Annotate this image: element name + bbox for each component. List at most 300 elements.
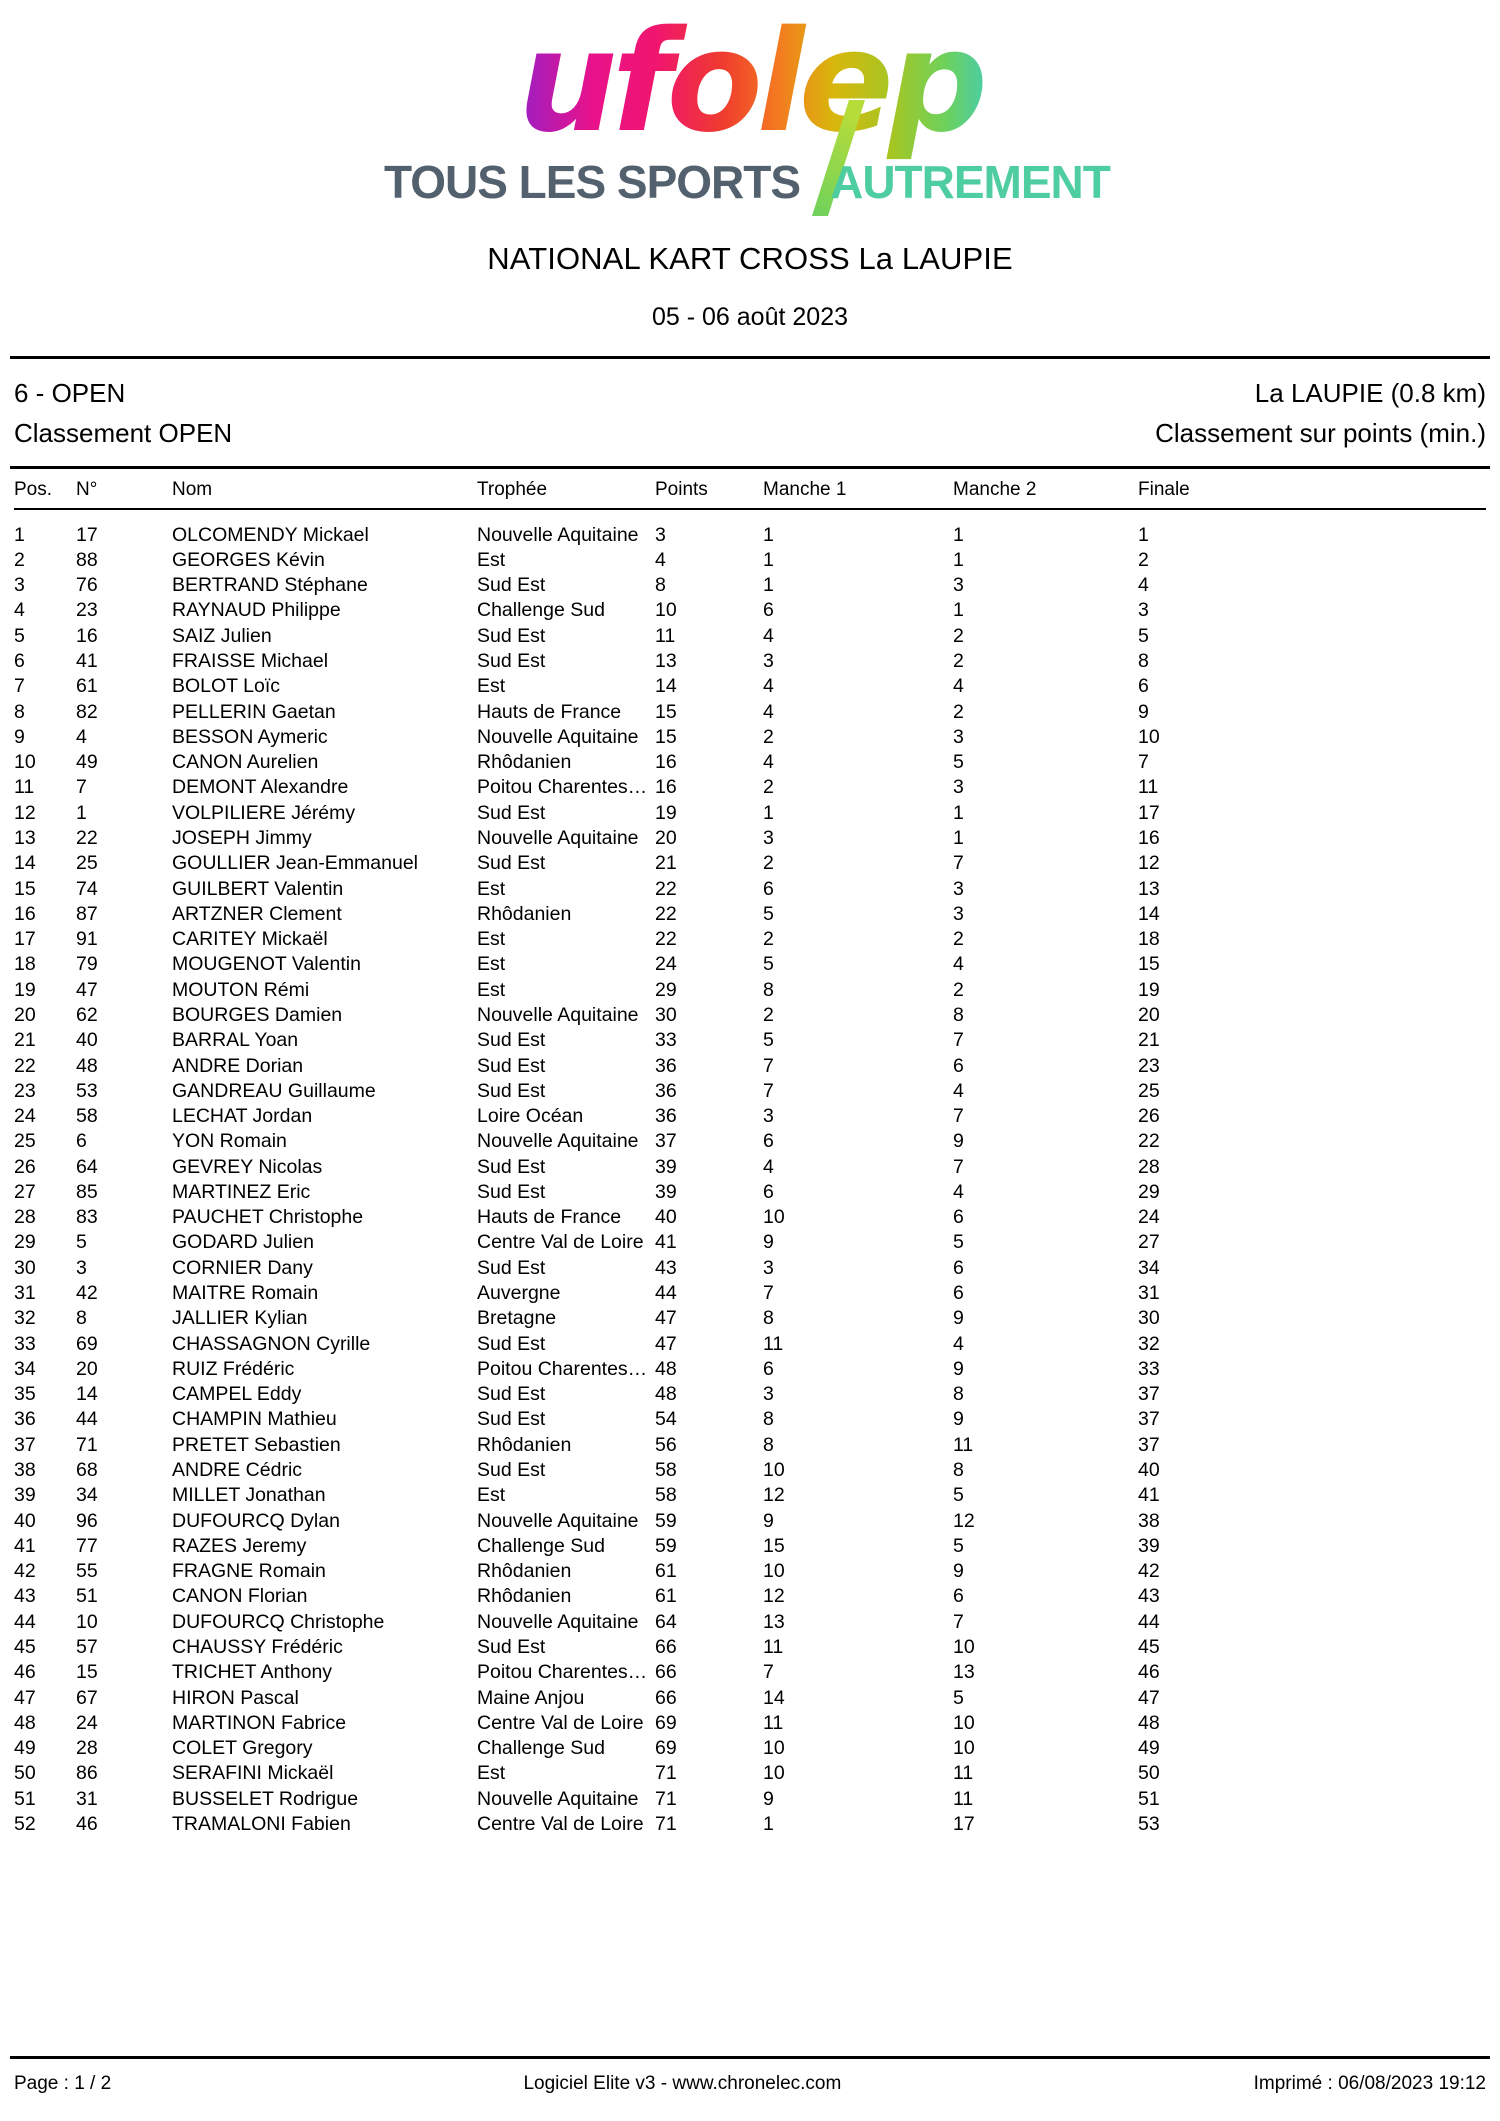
cell-name: CAMPEL Eddy bbox=[172, 1383, 302, 1406]
table-row bbox=[14, 1357, 1486, 1382]
cell-trophee: Centre Val de Loire bbox=[477, 1231, 644, 1254]
cell-pos: 21 bbox=[14, 1029, 36, 1052]
cell-manche-2: 11 bbox=[953, 1433, 974, 1456]
category-header bbox=[14, 359, 1486, 466]
cell-manche-1: 5 bbox=[763, 953, 774, 976]
cell-manche-2: 9 bbox=[953, 1307, 964, 1330]
cell-finale: 7 bbox=[1138, 751, 1149, 774]
cell-points: 22 bbox=[655, 902, 677, 925]
cell-finale: 15 bbox=[1138, 953, 1160, 976]
cell-manche-2: 4 bbox=[953, 675, 964, 698]
table-row bbox=[14, 1736, 1486, 1761]
cell-manche-1: 8 bbox=[763, 978, 774, 1001]
cell-trophee: Nouvelle Aquitaine bbox=[477, 523, 639, 546]
cell-manche-2: 5 bbox=[953, 1686, 964, 1709]
cell-number: 1 bbox=[76, 801, 87, 824]
table-row bbox=[14, 978, 1486, 1003]
cell-finale: 43 bbox=[1138, 1585, 1160, 1608]
column-header-points: Points bbox=[655, 478, 708, 500]
cell-manche-2: 8 bbox=[953, 1459, 964, 1481]
cell-manche-1: 5 bbox=[763, 1029, 774, 1052]
cell-manche-2: 7 bbox=[953, 1155, 964, 1178]
cell-trophee: Hauts de France bbox=[477, 700, 622, 723]
cell-number: 58 bbox=[76, 1105, 98, 1128]
cell-finale: 41 bbox=[1138, 1484, 1160, 1507]
table-row bbox=[14, 1787, 1486, 1812]
cell-name: SAIZ Julien bbox=[172, 624, 272, 647]
cell-pos: 45 bbox=[14, 1635, 36, 1658]
cell-name: MAITRE Romain bbox=[172, 1282, 319, 1305]
cell-trophee: Poitou Charentes… bbox=[477, 1661, 648, 1684]
cell-manche-1: 7 bbox=[763, 1079, 774, 1102]
cell-points: 47 bbox=[655, 1332, 677, 1355]
cell-manche-2: 1 bbox=[953, 548, 964, 571]
cell-trophee: Rhôdanien bbox=[477, 1585, 572, 1608]
cell-manche-1: 1 bbox=[763, 548, 774, 571]
cell-number: 41 bbox=[76, 650, 98, 672]
cell-name: TRAMALONI Fabien bbox=[172, 1812, 351, 1835]
cell-pos: 31 bbox=[14, 1282, 36, 1305]
cell-trophee: Nouvelle Aquitaine bbox=[477, 826, 639, 849]
column-header-trophee: Trophée bbox=[477, 478, 548, 500]
cell-finale: 48 bbox=[1138, 1711, 1160, 1734]
cell-pos: 15 bbox=[14, 877, 36, 900]
cell-finale: 6 bbox=[1138, 675, 1149, 698]
results-table-body bbox=[14, 509, 1486, 1837]
cell-number: 82 bbox=[76, 700, 98, 723]
event-date: 05 - 06 août 2023 bbox=[652, 303, 848, 331]
cell-trophee: Poitou Charentes… bbox=[477, 1357, 648, 1380]
cell-manche-1: 2 bbox=[763, 928, 774, 951]
cell-pos: 4 bbox=[14, 599, 25, 622]
table-row bbox=[14, 801, 1486, 826]
cell-points: 69 bbox=[655, 1737, 677, 1760]
cell-finale: 18 bbox=[1138, 928, 1160, 951]
cell-pos: 47 bbox=[14, 1686, 36, 1709]
cell-name: BOURGES Damien bbox=[172, 1003, 343, 1026]
cell-manche-1: 1 bbox=[763, 801, 774, 824]
cell-trophee: Hauts de France bbox=[477, 1206, 622, 1229]
cell-points: 36 bbox=[655, 1054, 677, 1077]
logo-graphic bbox=[360, 8, 1140, 218]
cell-finale: 14 bbox=[1138, 902, 1160, 925]
cell-pos: 16 bbox=[14, 902, 36, 925]
table-row bbox=[14, 1610, 1486, 1635]
cell-trophee: Sud Est bbox=[477, 1256, 546, 1279]
category-row-primary bbox=[14, 373, 1486, 413]
cell-manche-1: 12 bbox=[763, 1585, 785, 1608]
cell-manche-1: 3 bbox=[763, 1256, 774, 1279]
cell-finale: 46 bbox=[1138, 1661, 1160, 1684]
cell-trophee: Challenge Sud bbox=[477, 1534, 605, 1557]
cell-manche-1: 7 bbox=[763, 1661, 774, 1684]
logo-tagline-left: TOUS LES SPORTS bbox=[383, 156, 801, 208]
cell-pos: 14 bbox=[14, 852, 36, 875]
cell-points: 39 bbox=[655, 1180, 677, 1203]
cell-points: 61 bbox=[655, 1585, 677, 1608]
cell-pos: 20 bbox=[14, 1003, 36, 1026]
table-row bbox=[14, 1331, 1486, 1356]
cell-points: 36 bbox=[655, 1079, 677, 1102]
category-name: 6 - OPEN bbox=[14, 378, 126, 408]
cell-points: 66 bbox=[655, 1686, 677, 1709]
cell-name: ANDRE Cédric bbox=[172, 1459, 303, 1481]
cell-name: PELLERIN Gaetan bbox=[172, 700, 336, 723]
cell-trophee: Challenge Sud bbox=[477, 1737, 605, 1760]
cell-points: 13 bbox=[655, 650, 677, 672]
table-row bbox=[14, 1711, 1486, 1736]
cell-number: 15 bbox=[76, 1661, 98, 1684]
table-row bbox=[14, 674, 1486, 699]
cell-name: GODARD Julien bbox=[172, 1231, 314, 1254]
cell-manche-2: 2 bbox=[953, 624, 964, 647]
cell-points: 36 bbox=[655, 1105, 677, 1128]
cell-manche-2: 10 bbox=[953, 1737, 975, 1760]
cell-trophee: Nouvelle Aquitaine bbox=[477, 1130, 639, 1153]
table-row bbox=[14, 573, 1486, 598]
cell-trophee: Sud Est bbox=[477, 1635, 546, 1658]
cell-number: 62 bbox=[76, 1003, 98, 1026]
cell-pos: 25 bbox=[14, 1130, 36, 1153]
cell-number: 6 bbox=[76, 1130, 87, 1153]
cell-trophee: Bretagne bbox=[477, 1307, 557, 1330]
table-row bbox=[14, 1433, 1486, 1458]
cell-manche-1: 6 bbox=[763, 1180, 774, 1203]
cell-manche-2: 17 bbox=[953, 1812, 975, 1835]
cell-manche-1: 10 bbox=[763, 1560, 785, 1583]
cell-number: 3 bbox=[76, 1256, 87, 1279]
column-header-pos: Pos. bbox=[14, 478, 53, 500]
cell-name: CHAUSSY Frédéric bbox=[172, 1635, 343, 1658]
cell-finale: 37 bbox=[1138, 1383, 1160, 1406]
footer-row bbox=[14, 2073, 1486, 2095]
cell-points: 21 bbox=[655, 852, 677, 875]
cell-number: 77 bbox=[76, 1534, 98, 1557]
cell-points: 39 bbox=[655, 1155, 677, 1178]
cell-manche-1: 4 bbox=[763, 1155, 774, 1178]
cell-number: 57 bbox=[76, 1635, 98, 1658]
cell-manche-2: 10 bbox=[953, 1711, 975, 1734]
table-row bbox=[14, 1534, 1486, 1559]
cell-manche-1: 10 bbox=[763, 1206, 785, 1229]
column-header-manche-2: Manche 2 bbox=[953, 478, 1037, 500]
cell-manche-1: 11 bbox=[763, 1711, 784, 1734]
table-row bbox=[14, 1635, 1486, 1660]
cell-number: 87 bbox=[76, 902, 98, 925]
table-row bbox=[14, 1281, 1486, 1306]
cell-pos: 27 bbox=[14, 1180, 36, 1203]
table-row bbox=[14, 1458, 1486, 1483]
cell-name: COLET Gregory bbox=[172, 1737, 313, 1760]
cell-number: 23 bbox=[76, 599, 98, 622]
cell-points: 30 bbox=[655, 1003, 677, 1026]
cell-finale: 51 bbox=[1138, 1787, 1160, 1810]
cell-manche-1: 3 bbox=[763, 1105, 774, 1128]
cell-pos: 26 bbox=[14, 1155, 36, 1178]
page-footer bbox=[0, 2056, 1500, 2095]
cell-pos: 34 bbox=[14, 1357, 36, 1380]
footer-printed: Imprimé : 06/08/2023 19:12 bbox=[1253, 2073, 1486, 2094]
cell-name: RAZES Jeremy bbox=[172, 1534, 307, 1557]
cell-manche-2: 3 bbox=[953, 877, 964, 900]
cell-name: ANDRE Dorian bbox=[172, 1054, 304, 1077]
cell-number: 4 bbox=[76, 725, 87, 748]
cell-trophee: Centre Val de Loire bbox=[477, 1711, 644, 1734]
table-row bbox=[14, 826, 1486, 851]
cell-name: DUFOURCQ Dylan bbox=[172, 1509, 340, 1532]
cell-manche-2: 7 bbox=[953, 852, 964, 875]
cell-number: 49 bbox=[76, 751, 98, 774]
table-row bbox=[14, 1761, 1486, 1786]
results-header-row bbox=[14, 469, 1486, 509]
cell-name: CHAMPIN Mathieu bbox=[172, 1408, 337, 1431]
cell-finale: 11 bbox=[1138, 776, 1159, 799]
cell-name: MILLET Jonathan bbox=[172, 1484, 326, 1507]
cell-manche-2: 10 bbox=[953, 1635, 975, 1658]
cell-trophee: Rhôdanien bbox=[477, 751, 572, 774]
cell-pos: 10 bbox=[14, 751, 36, 774]
cell-name: LECHAT Jordan bbox=[172, 1105, 313, 1128]
cell-points: 22 bbox=[655, 877, 677, 900]
cell-finale: 28 bbox=[1138, 1155, 1160, 1178]
cell-trophee: Maine Anjou bbox=[477, 1686, 585, 1709]
cell-points: 61 bbox=[655, 1560, 677, 1583]
cell-manche-2: 1 bbox=[953, 599, 964, 622]
cell-finale: 8 bbox=[1138, 650, 1149, 672]
cell-finale: 17 bbox=[1138, 801, 1160, 824]
cell-name: CARITEY Mickaël bbox=[172, 928, 328, 951]
cell-manche-2: 6 bbox=[953, 1054, 964, 1077]
cell-name: MOUTON Rémi bbox=[172, 978, 310, 1001]
cell-number: 69 bbox=[76, 1332, 98, 1355]
cell-manche-1: 5 bbox=[763, 902, 774, 925]
cell-manche-2: 4 bbox=[953, 1180, 964, 1203]
cell-name: BERTRAND Stéphane bbox=[172, 574, 368, 597]
cell-finale: 22 bbox=[1138, 1130, 1160, 1153]
cell-manche-1: 1 bbox=[763, 1812, 774, 1835]
cell-pos: 30 bbox=[14, 1256, 36, 1279]
cell-manche-2: 3 bbox=[953, 574, 964, 597]
cell-number: 67 bbox=[76, 1686, 98, 1709]
cell-pos: 5 bbox=[14, 624, 25, 647]
cell-name: MARTINEZ Eric bbox=[172, 1180, 311, 1203]
cell-manche-2: 11 bbox=[953, 1787, 974, 1810]
cell-number: 10 bbox=[76, 1610, 98, 1633]
cell-trophee: Auvergne bbox=[477, 1282, 561, 1305]
cell-pos: 35 bbox=[14, 1383, 36, 1406]
cell-number: 88 bbox=[76, 548, 98, 571]
table-row bbox=[14, 1154, 1486, 1179]
cell-manche-2: 7 bbox=[953, 1105, 964, 1128]
cell-points: 16 bbox=[655, 776, 677, 799]
cell-finale: 5 bbox=[1138, 624, 1149, 647]
cell-pos: 2 bbox=[14, 548, 25, 571]
cell-number: 7 bbox=[76, 776, 87, 799]
cell-manche-2: 6 bbox=[953, 1585, 964, 1608]
cell-trophee: Sud Est bbox=[477, 1155, 546, 1178]
cell-pos: 36 bbox=[14, 1408, 36, 1431]
cell-finale: 40 bbox=[1138, 1459, 1160, 1481]
cell-manche-2: 5 bbox=[953, 1231, 964, 1254]
table-row bbox=[14, 1584, 1486, 1609]
cell-manche-1: 6 bbox=[763, 1357, 774, 1380]
cell-trophee: Est bbox=[477, 928, 506, 951]
cell-name: GUILBERT Valentin bbox=[172, 877, 344, 900]
cell-points: 8 bbox=[655, 574, 666, 597]
cell-trophee: Sud Est bbox=[477, 1180, 546, 1203]
cell-number: 91 bbox=[76, 928, 98, 951]
cell-manche-1: 1 bbox=[763, 574, 774, 597]
cell-manche-1: 1 bbox=[763, 523, 774, 546]
table-row bbox=[14, 1079, 1486, 1104]
cell-number: 5 bbox=[76, 1231, 87, 1254]
cell-finale: 47 bbox=[1138, 1686, 1160, 1709]
cell-trophee: Rhôdanien bbox=[477, 1560, 572, 1583]
cell-number: 46 bbox=[76, 1812, 98, 1835]
column-header-number: N° bbox=[76, 478, 98, 500]
cell-manche-1: 13 bbox=[763, 1610, 785, 1633]
cell-name: GEORGES Kévin bbox=[172, 548, 325, 571]
table-row bbox=[14, 725, 1486, 750]
cell-manche-1: 8 bbox=[763, 1433, 774, 1456]
cell-finale: 19 bbox=[1138, 978, 1160, 1001]
cell-finale: 9 bbox=[1138, 700, 1149, 723]
cell-manche-1: 3 bbox=[763, 826, 774, 849]
cell-finale: 10 bbox=[1138, 725, 1160, 748]
cell-name: FRAISSE Michael bbox=[172, 650, 329, 672]
cell-points: 66 bbox=[655, 1661, 677, 1684]
cell-trophee: Rhôdanien bbox=[477, 1433, 572, 1456]
cell-trophee: Est bbox=[477, 1762, 506, 1785]
cell-manche-2: 4 bbox=[953, 1332, 964, 1355]
cell-name: OLCOMENDY Mickael bbox=[172, 523, 369, 546]
ufolep-logo-svg bbox=[360, 8, 1140, 218]
cell-pos: 39 bbox=[14, 1484, 36, 1507]
cell-trophee: Sud Est bbox=[477, 1408, 546, 1431]
cell-number: 53 bbox=[76, 1079, 98, 1102]
cell-manche-1: 6 bbox=[763, 1130, 774, 1153]
cell-manche-2: 8 bbox=[953, 1003, 964, 1026]
cell-points: 29 bbox=[655, 978, 677, 1001]
cell-finale: 34 bbox=[1138, 1256, 1160, 1279]
cell-name: RUIZ Frédéric bbox=[172, 1357, 295, 1380]
table-row bbox=[14, 624, 1486, 649]
cell-manche-2: 1 bbox=[953, 523, 964, 546]
cell-name: DEMONT Alexandre bbox=[172, 776, 349, 799]
cell-manche-2: 9 bbox=[953, 1357, 964, 1380]
cell-number: 44 bbox=[76, 1408, 98, 1431]
cell-manche-1: 9 bbox=[763, 1509, 774, 1532]
cell-name: MARTINON Fabrice bbox=[172, 1711, 347, 1734]
cell-name: FRAGNE Romain bbox=[172, 1560, 326, 1583]
cell-number: 64 bbox=[76, 1155, 98, 1178]
results-table-head bbox=[14, 469, 1486, 509]
table-row bbox=[14, 1104, 1486, 1129]
cell-name: BARRAL Yoan bbox=[172, 1029, 299, 1052]
cell-number: 61 bbox=[76, 675, 98, 698]
cell-finale: 49 bbox=[1138, 1737, 1160, 1760]
cell-number: 20 bbox=[76, 1357, 98, 1380]
cell-manche-1: 6 bbox=[763, 877, 774, 900]
cell-pos: 51 bbox=[14, 1787, 36, 1810]
cell-manche-2: 8 bbox=[953, 1383, 964, 1406]
cell-manche-2: 11 bbox=[953, 1762, 974, 1785]
cell-number: 68 bbox=[76, 1459, 98, 1481]
cell-points: 71 bbox=[655, 1787, 677, 1810]
cell-finale: 53 bbox=[1138, 1812, 1160, 1835]
cell-trophee: Challenge Sud bbox=[477, 599, 605, 622]
cell-pos: 32 bbox=[14, 1307, 36, 1330]
cell-pos: 24 bbox=[14, 1105, 36, 1128]
cell-manche-2: 7 bbox=[953, 1029, 964, 1052]
cell-points: 69 bbox=[655, 1711, 677, 1734]
cell-finale: 45 bbox=[1138, 1635, 1160, 1658]
cell-trophee: Loire Océan bbox=[477, 1105, 584, 1128]
table-row bbox=[14, 927, 1486, 952]
cell-number: 34 bbox=[76, 1484, 98, 1507]
cell-manche-2: 5 bbox=[953, 1534, 964, 1557]
cell-name: BESSON Aymeric bbox=[172, 725, 328, 748]
cell-number: 31 bbox=[76, 1787, 98, 1810]
table-row bbox=[14, 1129, 1486, 1154]
cell-pos: 29 bbox=[14, 1231, 36, 1254]
cell-pos: 18 bbox=[14, 953, 36, 976]
table-row bbox=[14, 548, 1486, 573]
cell-trophee: Est bbox=[477, 877, 506, 900]
cell-manche-1: 8 bbox=[763, 1408, 774, 1431]
cell-manche-2: 1 bbox=[953, 801, 964, 824]
cell-finale: 4 bbox=[1138, 574, 1149, 597]
cell-finale: 20 bbox=[1138, 1003, 1160, 1026]
cell-points: 41 bbox=[655, 1231, 677, 1254]
cell-manche-1: 9 bbox=[763, 1787, 774, 1810]
cell-trophee: Sud Est bbox=[477, 574, 546, 597]
cell-finale: 24 bbox=[1138, 1206, 1160, 1229]
category-subtitle: Classement OPEN bbox=[14, 418, 233, 449]
cell-finale: 29 bbox=[1138, 1180, 1160, 1203]
cell-number: 85 bbox=[76, 1180, 98, 1203]
table-row bbox=[14, 775, 1486, 800]
cell-trophee: Sud Est bbox=[477, 852, 546, 875]
cell-manche-1: 2 bbox=[763, 852, 774, 875]
cell-pos: 40 bbox=[14, 1509, 36, 1532]
cell-name: SERAFINI Mickaël bbox=[172, 1762, 334, 1785]
cell-manche-2: 6 bbox=[953, 1206, 964, 1229]
cell-points: 11 bbox=[655, 624, 676, 647]
column-header-name: Nom bbox=[172, 478, 213, 500]
table-row bbox=[14, 1483, 1486, 1508]
cell-points: 14 bbox=[655, 675, 677, 698]
table-row bbox=[14, 1660, 1486, 1685]
cell-trophee: Rhôdanien bbox=[477, 902, 572, 925]
cell-trophee: Nouvelle Aquitaine bbox=[477, 1509, 639, 1532]
cell-number: 86 bbox=[76, 1762, 98, 1785]
cell-points: 15 bbox=[655, 725, 677, 748]
cell-trophee: Sud Est bbox=[477, 1054, 546, 1077]
cell-points: 43 bbox=[655, 1256, 677, 1279]
cell-number: 76 bbox=[76, 574, 98, 597]
table-row bbox=[14, 649, 1486, 674]
cell-manche-2: 2 bbox=[953, 978, 964, 1001]
cell-points: 48 bbox=[655, 1383, 677, 1406]
cell-manche-2: 9 bbox=[953, 1560, 964, 1583]
cell-manche-2: 3 bbox=[953, 776, 964, 799]
cell-number: 22 bbox=[76, 826, 98, 849]
cell-trophee: Sud Est bbox=[477, 650, 546, 672]
cell-finale: 27 bbox=[1138, 1231, 1160, 1254]
cell-pos: 48 bbox=[14, 1711, 36, 1734]
cell-manche-2: 2 bbox=[953, 650, 964, 672]
